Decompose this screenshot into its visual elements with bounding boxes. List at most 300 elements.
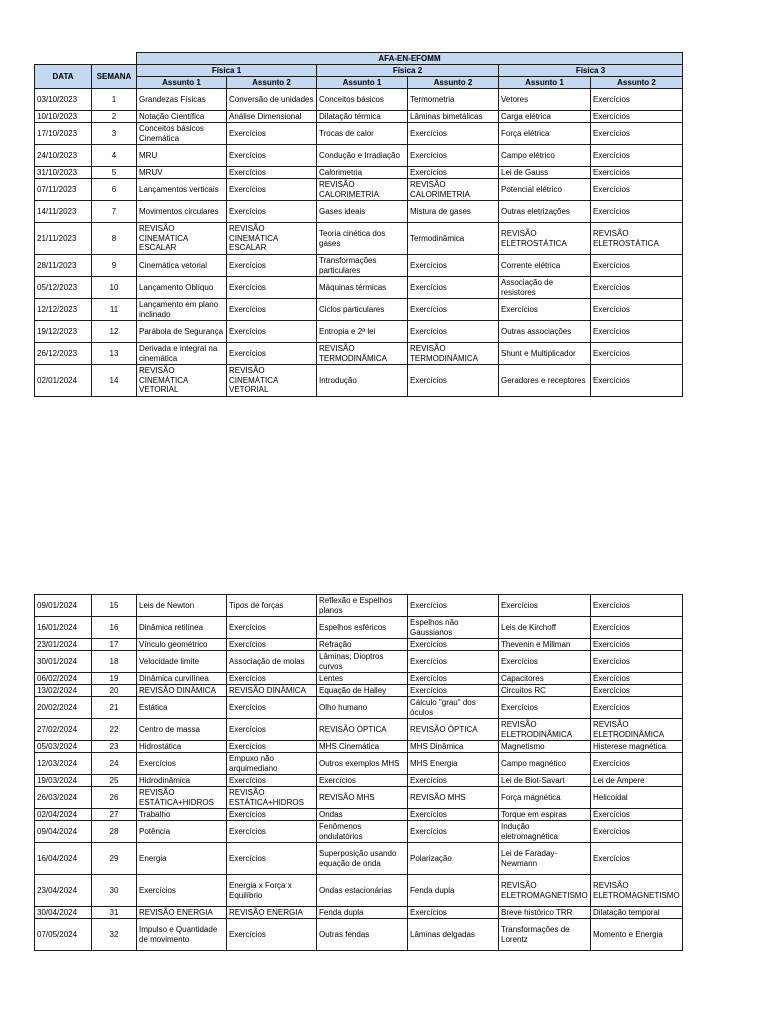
fisica1-assunto1-cell: Cinemática vetorial bbox=[137, 255, 227, 277]
fisica2-assunto2-cell: Exercícios bbox=[408, 123, 499, 145]
fisica3-assunto1-cell: Força elétrica bbox=[499, 123, 591, 145]
fisica2-assunto2-cell: Polarização bbox=[408, 843, 499, 875]
fisica3-assunto2-cell: Exercícios bbox=[591, 809, 683, 821]
date-cell: 06/02/2024 bbox=[35, 673, 92, 685]
fisica1-assunto1-cell: Grandezas Físicas bbox=[137, 89, 227, 111]
fisica3-assunto1-cell: Outras associações bbox=[499, 321, 591, 343]
fisica3-assunto2-cell: Exercícios bbox=[591, 111, 683, 123]
fisica2-assunto2-cell: MHS Energia bbox=[408, 753, 499, 775]
fisica1-assunto1-cell: Hidrostática bbox=[137, 741, 227, 753]
fisica2-assunto1-cell: Máquinas térmicas bbox=[317, 277, 408, 299]
week-cell: 26 bbox=[92, 787, 137, 809]
fisica2-assunto2-cell: Termodinâmica bbox=[408, 223, 499, 255]
fisica3-assunto1-cell: Capacitores bbox=[499, 673, 591, 685]
table-row bbox=[35, 651, 683, 673]
fisica3-assunto1-cell: REVISÃO ELETROSTÁTICA bbox=[499, 223, 591, 255]
date-cell: 09/04/2024 bbox=[35, 821, 92, 843]
week-cell: 15 bbox=[92, 595, 137, 617]
fisica1-assunto2-cell: Exercícios bbox=[227, 617, 317, 639]
table-row bbox=[35, 617, 683, 639]
fisica3-assunto2-cell: Exercícios bbox=[591, 343, 683, 365]
week-cell: 12 bbox=[92, 321, 137, 343]
fisica1-assunto2-cell: Exercícios bbox=[227, 919, 317, 951]
fisica2-assunto2-cell: Mistura de gases bbox=[408, 201, 499, 223]
week-cell: 17 bbox=[92, 639, 137, 651]
fisica2-assunto1-cell: Transformações particulares bbox=[317, 255, 408, 277]
fisica2-assunto1-cell: MHS Cinemática bbox=[317, 741, 408, 753]
week-cell: 11 bbox=[92, 299, 137, 321]
fisica1-assunto1-cell: Leis de Newton bbox=[137, 595, 227, 617]
fisica2-assunto1-cell: Espelhos esféricos bbox=[317, 617, 408, 639]
table-row bbox=[35, 255, 683, 277]
date-cell: 26/03/2024 bbox=[35, 787, 92, 809]
fisica2-assunto2-cell: Exercícios bbox=[408, 673, 499, 685]
fisica1-assunto1-cell: REVISÃO CINEMÁTICA ESCALAR bbox=[137, 223, 227, 255]
date-cell: 19/03/2024 bbox=[35, 775, 92, 787]
fisica1-assunto1-cell: Centro de massa bbox=[137, 719, 227, 741]
week-cell: 25 bbox=[92, 775, 137, 787]
week-cell: 2 bbox=[92, 111, 137, 123]
fisica2-assunto1-cell: Condução e Irradiação bbox=[317, 145, 408, 167]
fisica2-assunto2-cell: Exercícios bbox=[408, 595, 499, 617]
table-row bbox=[35, 719, 683, 741]
fisica2-assunto2-cell: Exercícios bbox=[408, 277, 499, 299]
fisica3-assunto1-cell: Lei de Gauss bbox=[499, 167, 591, 179]
fisica2-assunto1-cell: Equação de Halley bbox=[317, 685, 408, 697]
fisica1-assunto1-cell: Notação Científica bbox=[137, 111, 227, 123]
fisica3-assunto2-cell: Exercícios bbox=[591, 697, 683, 719]
fisica1-assunto1-cell: Energia bbox=[137, 843, 227, 875]
week-cell: 1 bbox=[92, 89, 137, 111]
table-row bbox=[35, 299, 683, 321]
date-cell: 19/12/2023 bbox=[35, 321, 92, 343]
fisica1-assunto2-cell: Exercícios bbox=[227, 697, 317, 719]
date-cell: 02/01/2024 bbox=[35, 365, 92, 397]
fisica2-assunto2-cell: Exercícios bbox=[408, 321, 499, 343]
fisica3-assunto2-cell: Exercícios bbox=[591, 595, 683, 617]
fisica3-assunto2-cell: Exercícios bbox=[591, 843, 683, 875]
fisica1-assunto1-cell: REVISÃO ENERGIA bbox=[137, 907, 227, 919]
week-cell: 32 bbox=[92, 919, 137, 951]
fisica1-assunto2-cell: Exercícios bbox=[227, 179, 317, 201]
fisica1-assunto2-cell: Exercícios bbox=[227, 123, 317, 145]
fisica1-assunto2-cell: REVISÃO DINÂMICA bbox=[227, 685, 317, 697]
week-cell: 6 bbox=[92, 179, 137, 201]
fisica1-assunto1-cell: Impulso e Quantidade de movimento bbox=[137, 919, 227, 951]
table-row bbox=[35, 167, 683, 179]
fisica2-assunto1-cell: Calorimetria bbox=[317, 167, 408, 179]
fisica1-assunto1-cell: Dinâmica retilínea bbox=[137, 617, 227, 639]
table-row bbox=[35, 123, 683, 145]
fisica1-assunto2-cell: Exercícios bbox=[227, 145, 317, 167]
table-row bbox=[35, 697, 683, 719]
fisica1-assunto1-cell: Potência bbox=[137, 821, 227, 843]
fisica2-assunto1-cell: Ondas bbox=[317, 809, 408, 821]
fisica1-assunto2-cell: Análise Dimensional bbox=[227, 111, 317, 123]
fisica2-assunto1-cell: Exercícios bbox=[317, 775, 408, 787]
fisica2-assunto2-cell: Exercícios bbox=[408, 299, 499, 321]
fisica2-assunto2-cell: Exercícios bbox=[408, 821, 499, 843]
fisica1-assunto1-cell: MRU bbox=[137, 145, 227, 167]
week-cell: 30 bbox=[92, 875, 137, 907]
fisica2-assunto1-cell: Dilatação térmica bbox=[317, 111, 408, 123]
fisica2-assunto2-cell: Termometria bbox=[408, 89, 499, 111]
fisica1-assunto2-cell: Conversão de unidades bbox=[227, 89, 317, 111]
fisica3-assunto1-cell: Lei de Biot-Savart bbox=[499, 775, 591, 787]
fisica2-assunto2-cell: REVISÃO TERMODINÂMICA bbox=[408, 343, 499, 365]
week-cell: 22 bbox=[92, 719, 137, 741]
date-cell: 30/01/2024 bbox=[35, 651, 92, 673]
fisica3-assunto1-cell: Lei de Faraday-Newmann bbox=[499, 843, 591, 875]
fisica1-assunto1-cell: Exercícios bbox=[137, 753, 227, 775]
subheader-assunto: Assunto 2 bbox=[408, 77, 499, 89]
fisica1-assunto2-cell: Exercícios bbox=[227, 719, 317, 741]
fisica1-assunto1-cell: Dinâmica curvilínea bbox=[137, 673, 227, 685]
table-2-body bbox=[35, 595, 683, 951]
week-cell: 5 bbox=[92, 167, 137, 179]
subject-header-fisica3: Física 3 bbox=[499, 65, 683, 77]
fisica2-assunto2-cell: Espelhos não Gaussianos bbox=[408, 617, 499, 639]
date-cell: 14/11/2023 bbox=[35, 201, 92, 223]
fisica1-assunto2-cell: Exercícios bbox=[227, 321, 317, 343]
fisica2-assunto1-cell: Ondas estacionárias bbox=[317, 875, 408, 907]
date-cell: 03/10/2023 bbox=[35, 89, 92, 111]
week-cell: 18 bbox=[92, 651, 137, 673]
fisica3-assunto2-cell: Exercícios bbox=[591, 617, 683, 639]
week-cell: 4 bbox=[92, 145, 137, 167]
fisica2-assunto2-cell: Exercícios bbox=[408, 775, 499, 787]
date-cell: 30/04/2024 bbox=[35, 907, 92, 919]
fisica2-assunto1-cell: Reflexão e Espelhos planos bbox=[317, 595, 408, 617]
fisica2-assunto1-cell: Outros exemplos MHS bbox=[317, 753, 408, 775]
table-row bbox=[35, 89, 683, 111]
fisica1-assunto1-cell: Derivada e integral na cinemática bbox=[137, 343, 227, 365]
fisica1-assunto2-cell: REVISÃO CINEMÁTICA VETORIAL bbox=[227, 365, 317, 397]
table-row bbox=[35, 639, 683, 651]
date-cell: 05/03/2024 bbox=[35, 741, 92, 753]
fisica2-assunto1-cell: Ciclos particulares bbox=[317, 299, 408, 321]
subject-header-fisica1: Física 1 bbox=[137, 65, 317, 77]
fisica2-assunto2-cell: REVISÃO CALORIMETRIA bbox=[408, 179, 499, 201]
date-cell: 27/02/2024 bbox=[35, 719, 92, 741]
fisica2-assunto2-cell: Exercícios bbox=[408, 145, 499, 167]
week-cell: 31 bbox=[92, 907, 137, 919]
fisica2-assunto1-cell: Superposição usando equação de onda bbox=[317, 843, 408, 875]
fisica3-assunto2-cell: Exercícios bbox=[591, 821, 683, 843]
date-cell: 02/04/2024 bbox=[35, 809, 92, 821]
week-cell: 3 bbox=[92, 123, 137, 145]
fisica1-assunto1-cell: REVISÃO CINEMÁTICA VETORIAL bbox=[137, 365, 227, 397]
fisica1-assunto1-cell: Trabalho bbox=[137, 809, 227, 821]
week-cell: 29 bbox=[92, 843, 137, 875]
fisica3-assunto1-cell: Força magnética bbox=[499, 787, 591, 809]
fisica1-assunto1-cell: Conceitos básicos Cinemática bbox=[137, 123, 227, 145]
fisica3-assunto1-cell: Exercícios bbox=[499, 299, 591, 321]
fisica1-assunto1-cell: Movimentos circulares bbox=[137, 201, 227, 223]
week-cell: 14 bbox=[92, 365, 137, 397]
date-cell: 10/10/2023 bbox=[35, 111, 92, 123]
date-cell: 16/04/2024 bbox=[35, 843, 92, 875]
week-cell: 21 bbox=[92, 697, 137, 719]
fisica1-assunto2-cell: Exercícios bbox=[227, 277, 317, 299]
fisica3-assunto1-cell: Outras eletrizações bbox=[499, 201, 591, 223]
fisica2-assunto1-cell: Fenômenos ondulatórios bbox=[317, 821, 408, 843]
fisica2-assunto2-cell: Exercícios bbox=[408, 365, 499, 397]
fisica3-assunto1-cell: Magnetismo bbox=[499, 741, 591, 753]
date-cell: 12/03/2024 bbox=[35, 753, 92, 775]
schedule-table-2 bbox=[34, 594, 683, 951]
date-cell: 23/01/2024 bbox=[35, 639, 92, 651]
table-row bbox=[35, 277, 683, 299]
fisica2-assunto2-cell: Exercícios bbox=[408, 167, 499, 179]
fisica3-assunto2-cell: Exercícios bbox=[591, 321, 683, 343]
fisica1-assunto2-cell: Exercícios bbox=[227, 673, 317, 685]
fisica1-assunto1-cell: MRUV bbox=[137, 167, 227, 179]
fisica3-assunto1-cell: Campo elétrico bbox=[499, 145, 591, 167]
fisica2-assunto1-cell: Lentes bbox=[317, 673, 408, 685]
fisica2-assunto1-cell: REVISÃO CALORIMETRIA bbox=[317, 179, 408, 201]
fisica3-assunto2-cell: REVISÃO ELETROSTÁTICA bbox=[591, 223, 683, 255]
week-cell: 9 bbox=[92, 255, 137, 277]
fisica3-assunto1-cell: Potencial elétrico bbox=[499, 179, 591, 201]
table-row bbox=[35, 753, 683, 775]
table-row bbox=[35, 741, 683, 753]
date-cell: 05/12/2023 bbox=[35, 277, 92, 299]
fisica2-assunto1-cell: REVISÃO MHS bbox=[317, 787, 408, 809]
week-column-header: SEMANA bbox=[92, 65, 137, 89]
fisica3-assunto1-cell: Thevenin e Millman bbox=[499, 639, 591, 651]
fisica1-assunto1-cell: REVISÃO ESTÁTICA+HIDROS bbox=[137, 787, 227, 809]
fisica3-assunto2-cell: Exercícios bbox=[591, 277, 683, 299]
fisica3-assunto2-cell: Exercícios bbox=[591, 145, 683, 167]
date-cell: 12/12/2023 bbox=[35, 299, 92, 321]
fisica3-assunto2-cell: Exercícios bbox=[591, 201, 683, 223]
table-row bbox=[35, 809, 683, 821]
fisica3-assunto1-cell: Vetores bbox=[499, 89, 591, 111]
fisica3-assunto2-cell: Exercícios bbox=[591, 179, 683, 201]
fisica1-assunto1-cell: Vínculo geométrico bbox=[137, 639, 227, 651]
fisica3-assunto2-cell: Exercícios bbox=[591, 365, 683, 397]
fisica2-assunto1-cell: Trocas de calor bbox=[317, 123, 408, 145]
table-row bbox=[35, 111, 683, 123]
blank-header-cell bbox=[35, 53, 137, 65]
fisica3-assunto2-cell: Exercícios bbox=[591, 685, 683, 697]
fisica3-assunto1-cell: Associação de resistores bbox=[499, 277, 591, 299]
fisica1-assunto1-cell: Parábola de Segurança bbox=[137, 321, 227, 343]
fisica3-assunto2-cell: Exercícios bbox=[591, 753, 683, 775]
fisica3-assunto2-cell: Dilatação temporal bbox=[591, 907, 683, 919]
fisica3-assunto1-cell: Exercícios bbox=[499, 595, 591, 617]
fisica2-assunto1-cell: REVISÃO ÓPTICA bbox=[317, 719, 408, 741]
fisica3-assunto1-cell: Torque em espiras bbox=[499, 809, 591, 821]
fisica3-assunto2-cell: Helicoidal bbox=[591, 787, 683, 809]
fisica3-assunto1-cell: Leis de Kirchoff bbox=[499, 617, 591, 639]
fisica2-assunto2-cell: Exercícios bbox=[408, 651, 499, 673]
week-cell: 19 bbox=[92, 673, 137, 685]
fisica3-assunto1-cell: Geradores e receptores bbox=[499, 365, 591, 397]
week-cell: 24 bbox=[92, 753, 137, 775]
table-row bbox=[35, 673, 683, 685]
table-row bbox=[35, 787, 683, 809]
fisica2-assunto1-cell: REVISÃO TERMODINÂMICA bbox=[317, 343, 408, 365]
table-row bbox=[35, 343, 683, 365]
fisica3-assunto1-cell: Indução eletromagnética bbox=[499, 821, 591, 843]
date-cell: 23/04/2024 bbox=[35, 875, 92, 907]
fisica1-assunto2-cell: Empuxo não arquimediano bbox=[227, 753, 317, 775]
fisica2-assunto2-cell: Fenda dupla bbox=[408, 875, 499, 907]
table-row bbox=[35, 179, 683, 201]
subheader-assunto: Assunto 2 bbox=[227, 77, 317, 89]
fisica2-assunto1-cell: Lâminas; Dioptros curvos bbox=[317, 651, 408, 673]
table-row bbox=[35, 843, 683, 875]
fisica1-assunto2-cell: REVISÃO ESTÁTICA+HIDROS bbox=[227, 787, 317, 809]
fisica2-assunto1-cell: Teoria cinética dos gases bbox=[317, 223, 408, 255]
fisica3-assunto1-cell: Carga elétrica bbox=[499, 111, 591, 123]
fisica1-assunto2-cell: Tipos de forças bbox=[227, 595, 317, 617]
table-row bbox=[35, 919, 683, 951]
week-cell: 7 bbox=[92, 201, 137, 223]
fisica1-assunto1-cell: Exercícios bbox=[137, 875, 227, 907]
fisica1-assunto2-cell: Exercícios bbox=[227, 809, 317, 821]
week-cell: 28 bbox=[92, 821, 137, 843]
table-row bbox=[35, 223, 683, 255]
week-cell: 20 bbox=[92, 685, 137, 697]
date-cell: 17/10/2023 bbox=[35, 123, 92, 145]
fisica3-assunto2-cell: REVISÃO ELETROMAGNETISMO bbox=[591, 875, 683, 907]
fisica2-assunto1-cell: Olho humano bbox=[317, 697, 408, 719]
fisica3-assunto1-cell: Shunt e Multiplicador bbox=[499, 343, 591, 365]
fisica1-assunto1-cell: Lançamento Oblíquo bbox=[137, 277, 227, 299]
fisica3-assunto2-cell: Exercícios bbox=[591, 167, 683, 179]
fisica2-assunto1-cell: Fenda dupla bbox=[317, 907, 408, 919]
fisica2-assunto1-cell: Gases ideais bbox=[317, 201, 408, 223]
fisica3-assunto2-cell: Exercícios bbox=[591, 639, 683, 651]
fisica2-assunto2-cell: Exercícios bbox=[408, 685, 499, 697]
fisica2-assunto2-cell: Exercícios bbox=[408, 809, 499, 821]
fisica2-assunto2-cell: REVISÃO MHS bbox=[408, 787, 499, 809]
table-title: AFA-EN-EFOMM bbox=[137, 53, 683, 65]
table-row bbox=[35, 875, 683, 907]
date-cell: 07/05/2024 bbox=[35, 919, 92, 951]
fisica2-assunto1-cell: Introdução bbox=[317, 365, 408, 397]
week-cell: 16 bbox=[92, 617, 137, 639]
fisica1-assunto2-cell: REVISÃO CINEMÁTICA ESCALAR bbox=[227, 223, 317, 255]
date-cell: 16/01/2024 bbox=[35, 617, 92, 639]
date-cell: 09/01/2024 bbox=[35, 595, 92, 617]
table-row bbox=[35, 201, 683, 223]
schedule-table-1 bbox=[34, 52, 683, 397]
date-cell: 07/11/2023 bbox=[35, 179, 92, 201]
fisica3-assunto1-cell: Breve histórico TRR bbox=[499, 907, 591, 919]
fisica2-assunto1-cell: Refração bbox=[317, 639, 408, 651]
fisica2-assunto1-cell: Entropia e 2ª lei bbox=[317, 321, 408, 343]
subheader-assunto: Assunto 1 bbox=[137, 77, 227, 89]
fisica3-assunto1-cell: Circuitos RC bbox=[499, 685, 591, 697]
fisica3-assunto1-cell: Exercícios bbox=[499, 697, 591, 719]
date-cell: 26/12/2023 bbox=[35, 343, 92, 365]
fisica1-assunto2-cell: Associação de molas bbox=[227, 651, 317, 673]
fisica3-assunto1-cell: REVISÃO ELETROMAGNETISMO bbox=[499, 875, 591, 907]
fisica1-assunto2-cell: Exercícios bbox=[227, 299, 317, 321]
fisica3-assunto2-cell: Exercícios bbox=[591, 651, 683, 673]
table-1-body bbox=[35, 89, 683, 397]
fisica3-assunto2-cell: Exercícios bbox=[591, 673, 683, 685]
fisica1-assunto2-cell: Exercícios bbox=[227, 741, 317, 753]
fisica3-assunto1-cell: Campo magnético bbox=[499, 753, 591, 775]
table-row bbox=[35, 145, 683, 167]
fisica1-assunto2-cell: Exercícios bbox=[227, 167, 317, 179]
fisica1-assunto1-cell: Estática bbox=[137, 697, 227, 719]
fisica1-assunto1-cell: REVISÃO DINÂMICA bbox=[137, 685, 227, 697]
fisica1-assunto1-cell: Hidrodinâmica bbox=[137, 775, 227, 787]
week-cell: 27 bbox=[92, 809, 137, 821]
fisica1-assunto1-cell: Lançamentos verticais bbox=[137, 179, 227, 201]
fisica3-assunto2-cell: Histerese magnética bbox=[591, 741, 683, 753]
subheader-assunto: Assunto 1 bbox=[499, 77, 591, 89]
fisica1-assunto2-cell: Exercícios bbox=[227, 843, 317, 875]
table-row bbox=[35, 907, 683, 919]
date-column-header: DATA bbox=[35, 65, 92, 89]
fisica3-assunto1-cell: Exercícios bbox=[499, 651, 591, 673]
date-cell: 13/02/2024 bbox=[35, 685, 92, 697]
date-cell: 31/10/2023 bbox=[35, 167, 92, 179]
fisica2-assunto1-cell: Outras fendas bbox=[317, 919, 408, 951]
date-cell: 24/10/2023 bbox=[35, 145, 92, 167]
table-row bbox=[35, 775, 683, 787]
week-cell: 13 bbox=[92, 343, 137, 365]
fisica1-assunto1-cell: Lançamento em plano inclinado bbox=[137, 299, 227, 321]
fisica3-assunto2-cell: REVISÃO ELETRODINÂMICA bbox=[591, 719, 683, 741]
fisica2-assunto2-cell: Exercícios bbox=[408, 255, 499, 277]
fisica2-assunto2-cell: Lâminas delgadas bbox=[408, 919, 499, 951]
date-cell: 20/02/2024 bbox=[35, 697, 92, 719]
fisica3-assunto2-cell: Exercícios bbox=[591, 255, 683, 277]
fisica3-assunto2-cell: Exercícios bbox=[591, 299, 683, 321]
table-row bbox=[35, 595, 683, 617]
subheader-assunto: Assunto 2 bbox=[591, 77, 683, 89]
fisica3-assunto2-cell: Exercícios bbox=[591, 123, 683, 145]
fisica1-assunto2-cell: Energia x Força x Equilíbrio bbox=[227, 875, 317, 907]
fisica3-assunto1-cell: Transformações de Lorentz bbox=[499, 919, 591, 951]
fisica2-assunto2-cell: MHS Dinâmica bbox=[408, 741, 499, 753]
fisica1-assunto2-cell: Exercícios bbox=[227, 343, 317, 365]
subject-header-fisica2: Física 2 bbox=[317, 65, 499, 77]
fisica3-assunto2-cell: Momento e Energia bbox=[591, 919, 683, 951]
table-row bbox=[35, 365, 683, 397]
fisica3-assunto2-cell: Lei de Ampere bbox=[591, 775, 683, 787]
fisica3-assunto1-cell: REVISÃO ELETRODINÂMICA bbox=[499, 719, 591, 741]
fisica3-assunto1-cell: Corrente elétrica bbox=[499, 255, 591, 277]
subheader-assunto: Assunto 1 bbox=[317, 77, 408, 89]
fisica2-assunto2-cell: Exercícios bbox=[408, 639, 499, 651]
fisica1-assunto2-cell: Exercícios bbox=[227, 821, 317, 843]
fisica2-assunto1-cell: Conceitos básicos bbox=[317, 89, 408, 111]
week-cell: 10 bbox=[92, 277, 137, 299]
week-cell: 8 bbox=[92, 223, 137, 255]
date-cell: 28/11/2023 bbox=[35, 255, 92, 277]
fisica2-assunto2-cell: REVISÃO ÓPTICA bbox=[408, 719, 499, 741]
fisica1-assunto2-cell: Exercícios bbox=[227, 775, 317, 787]
fisica1-assunto2-cell: Exercícios bbox=[227, 201, 317, 223]
fisica2-assunto2-cell: Exercícios bbox=[408, 907, 499, 919]
fisica1-assunto2-cell: Exercícios bbox=[227, 639, 317, 651]
table-row bbox=[35, 821, 683, 843]
fisica2-assunto2-cell: Cálculo "grau" dos óculos bbox=[408, 697, 499, 719]
fisica1-assunto2-cell: REVISÃO ENERGIA bbox=[227, 907, 317, 919]
fisica3-assunto2-cell: Exercícios bbox=[591, 89, 683, 111]
fisica1-assunto1-cell: Velocidade limite bbox=[137, 651, 227, 673]
week-cell: 23 bbox=[92, 741, 137, 753]
